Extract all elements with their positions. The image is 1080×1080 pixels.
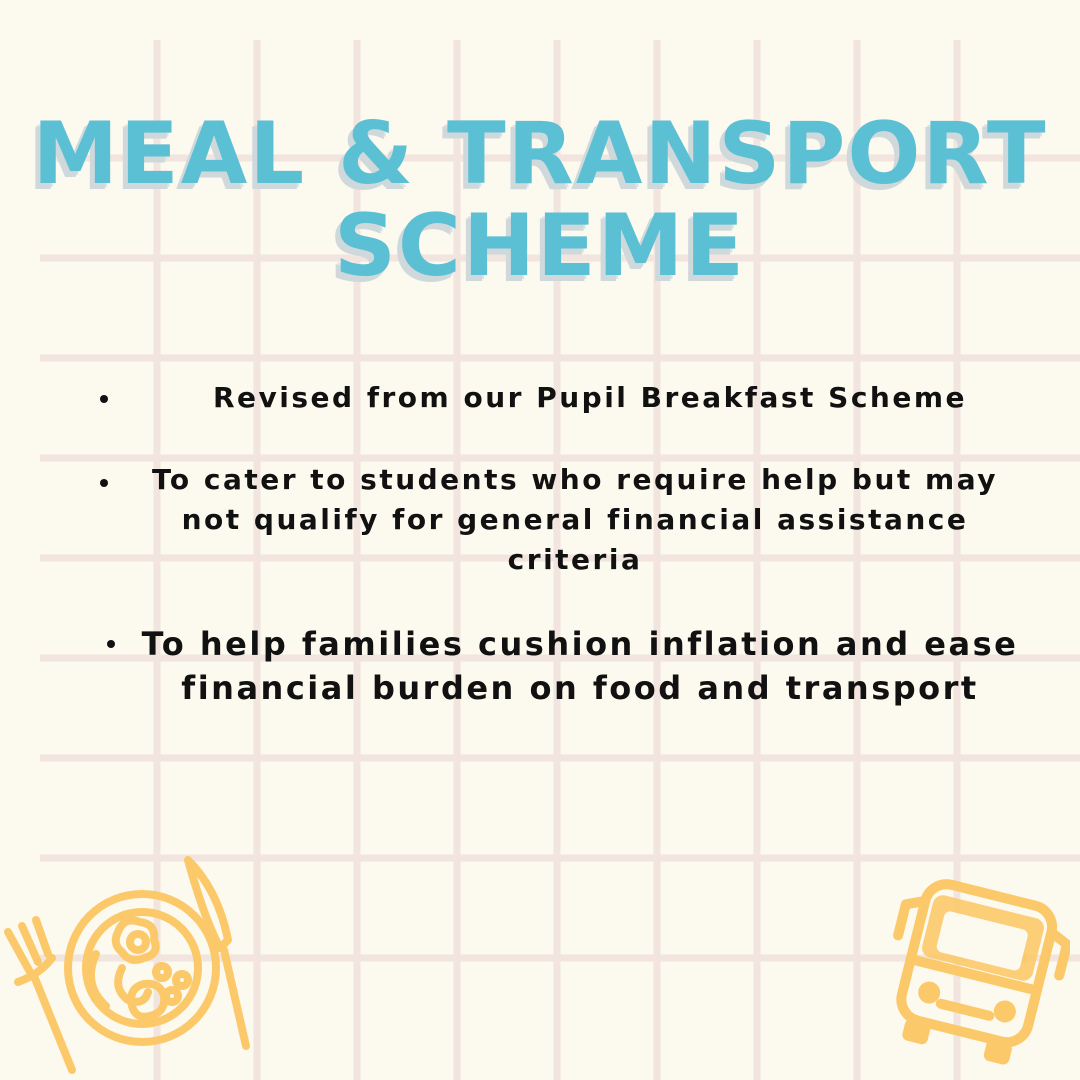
bullet-dot-icon	[100, 395, 108, 403]
title-line-2: SCHEME	[333, 196, 747, 296]
page-title	[0, 104, 1080, 296]
title-line-1: MEAL & TRANSPORT	[32, 104, 1048, 204]
bullet-text: Revised from our Pupil Breakfast Scheme	[212, 381, 968, 414]
bullet-text: To help families cushion inflation and ease financial burden on food and transport	[141, 625, 1019, 707]
bullet-dot-icon	[100, 479, 108, 487]
list-item	[95, 622, 1025, 710]
bus-icon	[880, 875, 1070, 1065]
bullet-list	[95, 378, 1025, 710]
list-item	[95, 460, 1025, 580]
bullet-dot-icon	[107, 640, 115, 648]
plate-fork-knife-icon	[0, 850, 270, 1080]
bullet-text: To cater to students who require help but may not qualify for general financial assistance criteria	[152, 463, 998, 576]
list-item	[95, 378, 1025, 418]
